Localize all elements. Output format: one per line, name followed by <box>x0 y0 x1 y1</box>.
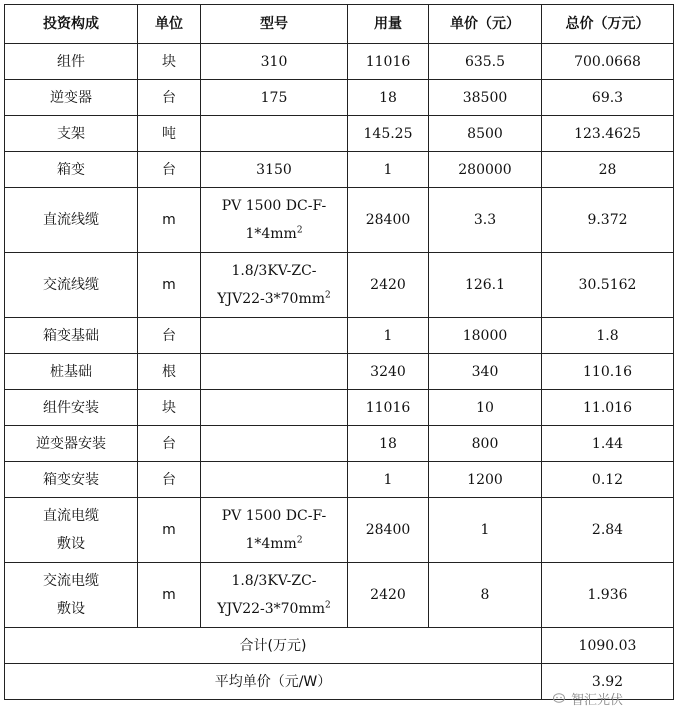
price-cell: 8 <box>429 563 542 628</box>
model-superscript: 2 <box>296 535 303 546</box>
watermark <box>553 689 623 708</box>
header-cell: 型号 <box>201 5 348 44</box>
unit-cell: m <box>138 188 201 253</box>
name-cell: 逆变器 <box>5 80 138 116</box>
table-row <box>5 462 674 498</box>
unit-cell: m <box>138 563 201 628</box>
header-cell: 单位 <box>138 5 201 44</box>
model-line <box>205 285 343 313</box>
unit-cell: 根 <box>138 354 201 390</box>
price-cell: 38500 <box>429 80 542 116</box>
name-cell: 桩基础 <box>5 354 138 390</box>
unit-cell: m <box>138 498 201 563</box>
table-row <box>5 116 674 152</box>
unit-cell: m <box>138 253 201 318</box>
name-cell: 组件安装 <box>5 390 138 426</box>
model-cell <box>201 253 348 318</box>
model-superscript: 2 <box>325 600 331 611</box>
name-cell: 组件 <box>5 44 138 80</box>
name-cell: 箱变安装 <box>5 462 138 498</box>
model-cell <box>201 116 348 152</box>
name-line: 直流电缆 <box>43 508 99 524</box>
price-cell: 1 <box>429 498 542 563</box>
unit-cell: 台 <box>138 462 201 498</box>
price-cell: 800 <box>429 426 542 462</box>
unit-cell: 台 <box>138 152 201 188</box>
name-cell: 箱变 <box>5 152 138 188</box>
name-cell: 箱变基础 <box>5 318 138 354</box>
price-cell: 635.5 <box>429 44 542 80</box>
total-cell: 9.372 <box>542 188 674 253</box>
name-cell: 支架 <box>5 116 138 152</box>
qty-cell: 28400 <box>348 188 429 253</box>
price-cell: 18000 <box>429 318 542 354</box>
price-cell: 280000 <box>429 152 542 188</box>
table-row <box>5 498 674 563</box>
table-row <box>5 318 674 354</box>
unit-cell: 块 <box>138 44 201 80</box>
model-cell <box>201 498 348 563</box>
watermark-text: 智汇光伏 <box>570 693 623 708</box>
model-cell <box>201 188 348 253</box>
model-cell <box>201 354 348 390</box>
name-line: 交流电缆 <box>43 573 99 589</box>
model-superscript: 2 <box>325 290 331 301</box>
total-cell: 1.44 <box>542 426 674 462</box>
table-row <box>5 426 674 462</box>
name-line: 敷设 <box>57 536 85 552</box>
model-line <box>205 530 343 558</box>
model-text: 1*4mm <box>245 226 297 242</box>
model-line: 1.8/3KV-ZC- <box>231 263 317 279</box>
table-row <box>5 152 674 188</box>
total-cell: 0.12 <box>542 462 674 498</box>
model-cell <box>201 563 348 628</box>
total-cell: 110.16 <box>542 354 674 390</box>
model-text: YJV22-3*70mm <box>217 291 326 307</box>
price-cell: 3.3 <box>429 188 542 253</box>
model-line <box>205 595 343 623</box>
total-cell: 700.0668 <box>542 44 674 80</box>
model-line: PV 1500 DC-F- <box>221 198 327 214</box>
name-cell <box>5 563 138 628</box>
table-row <box>5 354 674 390</box>
sum-value: 1090.03 <box>542 628 674 664</box>
table-row <box>5 563 674 628</box>
qty-cell: 1 <box>348 462 429 498</box>
name-cell: 交流线缆 <box>5 253 138 318</box>
model-superscript: 2 <box>296 225 303 236</box>
table-row <box>5 80 674 116</box>
qty-cell: 145.25 <box>348 116 429 152</box>
header-cell: 投资构成 <box>5 5 138 44</box>
model-cell: 310 <box>201 44 348 80</box>
qty-cell: 2420 <box>348 563 429 628</box>
model-line <box>205 220 343 248</box>
table-row <box>5 188 674 253</box>
total-cell: 123.4625 <box>542 116 674 152</box>
price-cell: 10 <box>429 390 542 426</box>
model-line: 1.8/3KV-ZC- <box>231 573 317 589</box>
qty-cell: 3240 <box>348 354 429 390</box>
header-cell: 单价（元） <box>429 5 542 44</box>
qty-cell: 28400 <box>348 498 429 563</box>
total-cell: 1.8 <box>542 318 674 354</box>
unit-cell: 块 <box>138 390 201 426</box>
name-line: 敷设 <box>57 601 85 617</box>
total-cell: 30.5162 <box>542 253 674 318</box>
model-cell <box>201 318 348 354</box>
unit-cell: 台 <box>138 80 201 116</box>
qty-cell: 2420 <box>348 253 429 318</box>
model-text: YJV22-3*70mm <box>217 601 326 617</box>
sum-row <box>5 628 674 664</box>
total-cell: 2.84 <box>542 498 674 563</box>
qty-cell: 1 <box>348 318 429 354</box>
header-cell: 总价（万元） <box>542 5 674 44</box>
investment-table <box>4 4 674 700</box>
model-cell: 3150 <box>201 152 348 188</box>
qty-cell: 18 <box>348 80 429 116</box>
wechat-icon <box>553 693 567 705</box>
total-cell: 11.016 <box>542 390 674 426</box>
header-cell: 用量 <box>348 5 429 44</box>
qty-cell: 1 <box>348 152 429 188</box>
unit-cell: 台 <box>138 426 201 462</box>
price-cell: 340 <box>429 354 542 390</box>
model-cell <box>201 390 348 426</box>
price-cell: 8500 <box>429 116 542 152</box>
total-cell: 1.936 <box>542 563 674 628</box>
table-row <box>5 44 674 80</box>
model-text: 1*4mm <box>245 536 297 552</box>
model-cell <box>201 426 348 462</box>
name-cell <box>5 498 138 563</box>
average-value: 3.92 <box>542 664 674 700</box>
price-cell: 1200 <box>429 462 542 498</box>
table-row <box>5 390 674 426</box>
unit-cell: 吨 <box>138 116 201 152</box>
name-cell: 逆变器安装 <box>5 426 138 462</box>
price-cell: 126.1 <box>429 253 542 318</box>
unit-cell: 台 <box>138 318 201 354</box>
model-line: PV 1500 DC-F- <box>221 508 327 524</box>
average-label: 平均单价（元/W） <box>5 664 542 700</box>
total-cell: 69.3 <box>542 80 674 116</box>
sum-label: 合计(万元) <box>5 628 542 664</box>
qty-cell: 11016 <box>348 44 429 80</box>
header-row <box>5 5 674 44</box>
total-cell: 28 <box>542 152 674 188</box>
qty-cell: 18 <box>348 426 429 462</box>
qty-cell: 11016 <box>348 390 429 426</box>
model-cell: 175 <box>201 80 348 116</box>
table-row <box>5 253 674 318</box>
name-cell: 直流线缆 <box>5 188 138 253</box>
model-cell <box>201 462 348 498</box>
